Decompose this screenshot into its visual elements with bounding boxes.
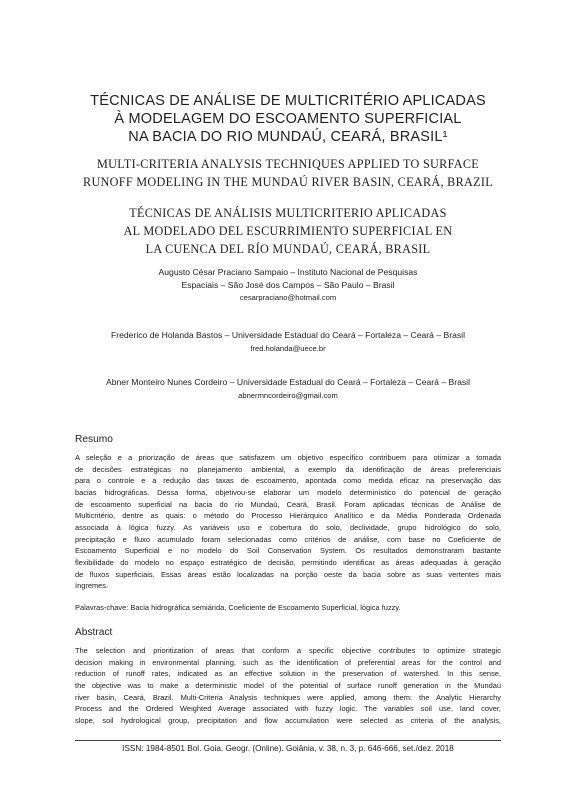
- text-line: The selection and prioritization of areas that conform a specific objective contributes to optimize strategic: [75, 646, 501, 655]
- title-line: TÉCNICAS DE ANÁLISIS MULTICRITERIO APLICADAS: [129, 206, 447, 220]
- resumo-heading: Resumo: [75, 434, 113, 445]
- title-line: RUNOFF MODELING IN THE MUNDAÚ RIVER BASIN, CEARÁ, BRAZIL: [83, 175, 493, 189]
- abstract-paragraph: [75, 645, 501, 727]
- text-line: A seleção e a priorização de áreas que satisfazem um objetivo específico contribuem para otimizar a tomada: [75, 453, 501, 462]
- author-block: [40, 329, 536, 355]
- text-line: Process and the Ordered Weighted Average associated with fuzzy logic. The variables soil use, land cover,: [75, 704, 501, 714]
- title-portuguese: [60, 92, 516, 146]
- title-spanish: [40, 204, 536, 258]
- keywords: [75, 602, 501, 614]
- text-line: decision making in environmental planning, such as the identification of preferential areas for the control and: [75, 657, 501, 667]
- title-line: LA CUENCA DEL RÍO MUNDAÚ, CEARÁ, BRASIL: [145, 242, 431, 256]
- text-line: íngremes.: [75, 581, 109, 591]
- keywords-line: Palavras-chave: Bacia hidrográfica semiárida, Coeficiente de Escoamento Superficial, lógica fuzzy.: [75, 603, 401, 612]
- title-line: MULTI-CRITERIA ANALYSIS TECHNIQUES APPLIED TO SURFACE: [96, 157, 480, 171]
- text-line: precipitação e fluxo acumulado foram selecionadas como critérios de análise, com base no Coeficiente de: [75, 534, 501, 544]
- author-block: [40, 266, 536, 305]
- title-line: À MODELAGEM DO ESCOAMENTO SUPERFICIAL: [114, 111, 462, 127]
- author-email: fred.holanda@uece.br: [250, 343, 326, 353]
- text-line: associada à lógica fuzzy. As variáveis uso e cobertura do solo, declividade, grupo hidrológico do solo,: [75, 522, 501, 532]
- footer-divider: [75, 740, 501, 741]
- author-affiliation: Abner Monteiro Nunes Cordeiro – Universidade Estadual do Ceará – Fortaleza – Ceará – Brasil: [106, 377, 470, 387]
- journal-footer: ISSN: 1984-8501 Bol. Goia. Geogr. (Online). Goiânia, v. 38, n. 3, p. 646-666, set./dez. 2018: [122, 744, 454, 753]
- title-english: [40, 155, 536, 191]
- author-affiliation: Espaciais – São José dos Campos – São Paulo – Brasil: [181, 279, 395, 290]
- text-line: Multicritério, dentre as quais: o método do Processo Hierárquico Analítico e da Média Ponderada Ordenada: [75, 511, 501, 521]
- text-line: para o controle e a redução das taxas de escoamento, apontada como medida eficaz na preservação das: [75, 476, 501, 486]
- title-line: NA BACIA DO RIO MUNDAÚ, CEARÁ, BRASIL¹: [128, 129, 448, 145]
- title-line: AL MODELADO DEL ESCURRIMIENTO SUPERFICIAL EN: [123, 224, 453, 238]
- abstract-heading: Abstract: [75, 627, 113, 638]
- text-line: de fluxos superficiais. Essas áreas estão localizadas na porção oeste da bacia sobre as suas vertentes mais: [75, 569, 501, 579]
- text-line: de escoamento superficial na bacia do rio Mundaú, Ceará, Brasil. Foram aplicadas técnicas de Análise de: [75, 499, 501, 509]
- author-email: cesarpraciano@hotmail.com: [239, 293, 337, 302]
- text-line: de decisões estratégicas no planejamento ambiental, a exemplo da identificação de áreas preferenciais: [75, 464, 501, 474]
- text-line: slope, soil hydrological group, precipitation and flow accumulation were selected as criteria of the analysis,: [75, 715, 501, 725]
- text-line: flexibilidade do modelo no espaço estratégico de decisão, permitindo identificar as áreas adequadas à geração: [75, 557, 501, 567]
- text-line: bacias hidrográficas. Dessa forma, objetivou-se elaborar um modelo determinístico do potencial de geração: [75, 487, 501, 497]
- text-line: river basin, Ceará, Brazil. Multi-Criteria Analysis techniques were applied, among them: the Analytic Hierarchy: [75, 692, 501, 702]
- text-line: the objective was to make a deterministic model of the potential of surface runoff generation in the Mundaú: [75, 680, 501, 690]
- author-affiliation: Frederico de Holanda Bastos – Universidade Estadual do Ceará – Fortaleza – Ceará – Brasil: [111, 330, 465, 340]
- title-line: TÉCNICAS DE ANÁLISE DE MULTICRITÉRIO APLICADAS: [90, 93, 486, 109]
- author-email: abnermncordeiro@gmail.com: [238, 390, 338, 400]
- text-line: reduction of runoff rates, indicated as an effective solution in the preservation of watershed. In this sense,: [75, 669, 501, 679]
- author-affiliation: Augusto César Praciano Sampaio – Instituto Nacional de Pesquisas: [158, 267, 418, 277]
- text-line: Escoamento Superficial e no modelo do Soil Conservation System. Os resultados demonstraram bastante: [75, 546, 501, 556]
- resumo-paragraph: [75, 452, 501, 592]
- author-block: [40, 376, 536, 402]
